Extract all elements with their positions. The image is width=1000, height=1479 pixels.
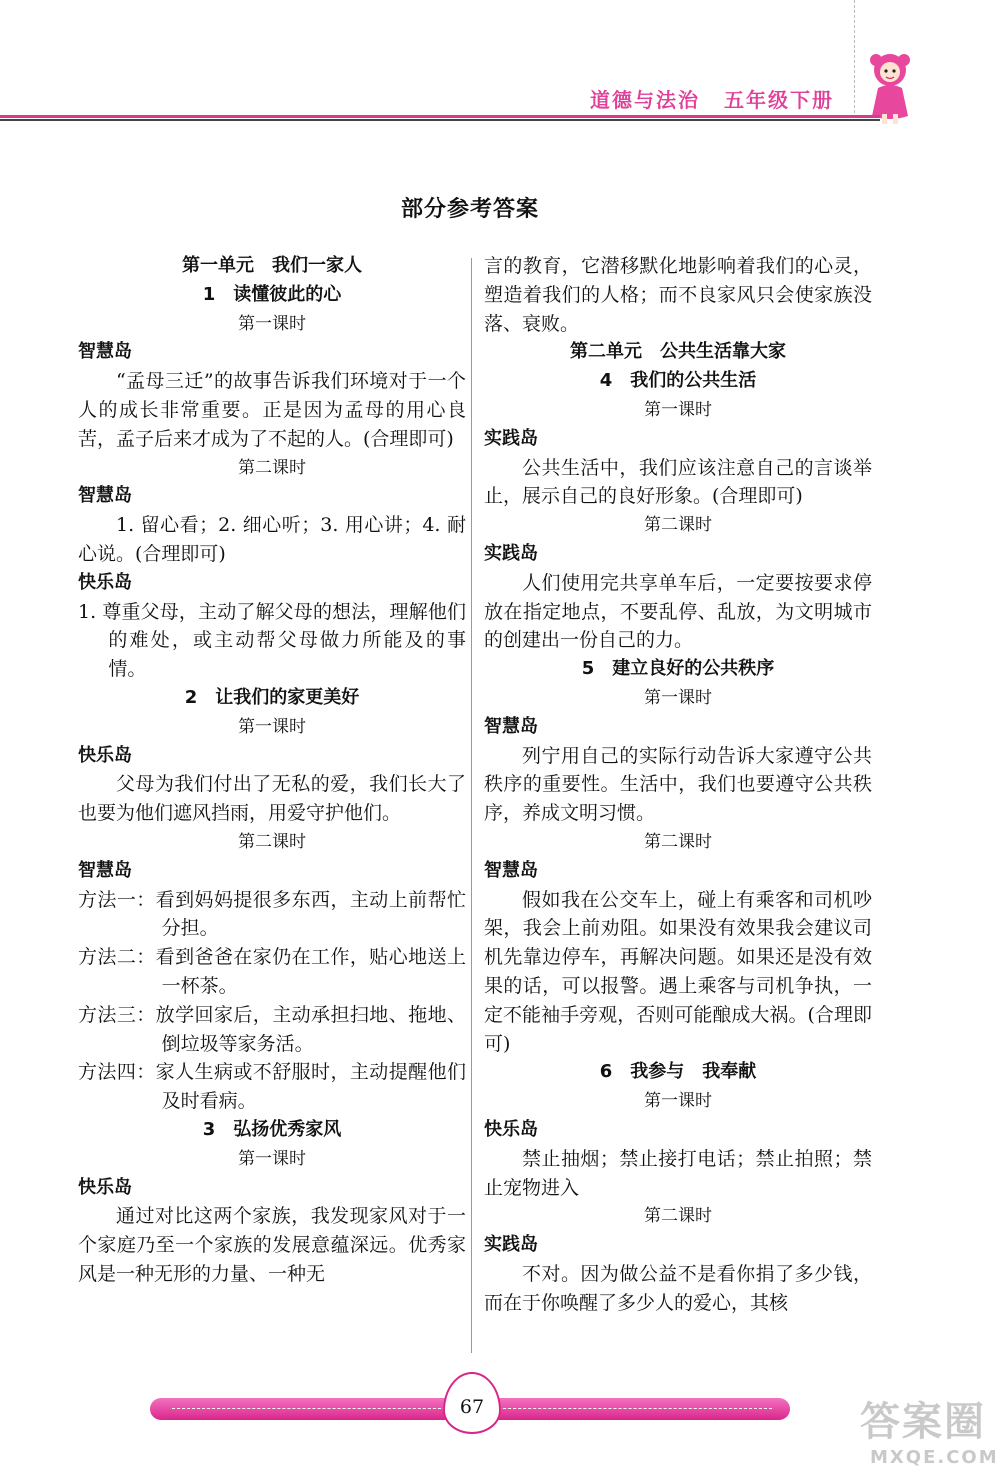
period-heading: 第二课时 — [644, 831, 712, 852]
period-heading: 第一课时 — [644, 399, 712, 420]
answer-text: 不对。因为做公益不是看你捐了多少钱，而在于你唤醒了多少人的爱心，其核 — [484, 1262, 872, 1314]
page-title: 部分参考答案 — [400, 197, 539, 222]
answer-text: 1. 尊重父母，主动了解父母的想法，理解他们的难处，或主动帮父母做力所能及的事情。 — [78, 600, 466, 681]
answer-text: 言的教育，它潜移默化地影响着我们的心灵，塑造着我们的人格；而不良家风只会使家族没落、衰败。 — [484, 255, 872, 335]
section-heading: 快乐岛 — [78, 1176, 132, 1198]
section-heading: 实践岛 — [484, 542, 538, 564]
answer-text: 列宁用自己的实际行动告诉大家遵守公共秩序的重要性。生活中，我们也要遵守公共秩序，养成文明习惯。 — [484, 744, 872, 825]
period-heading: 第一课时 — [644, 687, 712, 708]
section-heading: 智慧岛 — [78, 341, 132, 363]
answer-text: 父母为我们付出了无私的爱，我们长大了也要为他们遮风挡雨，用爱守护他们。 — [78, 773, 466, 825]
header-subject: 道德与法治 — [590, 88, 700, 112]
answer-text: 禁止抽烟；禁止接打电话；禁止拍照；禁止宠物进入 — [484, 1147, 872, 1199]
section-heading: 快乐岛 — [78, 571, 132, 593]
answer-text: 1. 留心看；2. 细心听；3. 用心讲；4. 耐心说。(合理即可) — [78, 514, 466, 565]
period-heading: 第一课时 — [238, 1148, 306, 1169]
right-column — [484, 252, 872, 1317]
period-heading: 第二课时 — [238, 457, 306, 478]
section-heading: 智慧岛 — [484, 859, 538, 881]
header-title — [590, 84, 858, 113]
answer-text: “孟母三迁”的故事告诉我们环境对于一个人的成长非常重要。正是因为孟母的用心良苦，孟子后来才成为了不起的人。(合理即可) — [78, 370, 466, 450]
section-heading: 快乐岛 — [484, 1118, 538, 1140]
method-item: 方法二：看到爸爸在家仍在工作，贴心地送上一杯茶。 — [78, 946, 466, 997]
page-number: 67 — [459, 1396, 485, 1418]
lesson-heading: 6 我参与 我奉献 — [599, 1061, 757, 1083]
section-heading: 智慧岛 — [484, 715, 538, 737]
lesson-heading: 2 让我们的家更美好 — [184, 686, 360, 708]
unit-heading: 第二单元 公共生活靠大家 — [570, 341, 786, 363]
period-heading: 第二课时 — [644, 1206, 712, 1227]
period-heading: 第一课时 — [238, 313, 306, 334]
lesson-heading: 1 读懂彼此的心 — [202, 283, 342, 305]
answer-text: 人们使用完共享单车后，一定要按要求停放在指定地点，不要乱停、乱放，为文明城市的创建出一份自己的力。 — [484, 571, 872, 652]
unit-heading: 第一单元 我们一家人 — [182, 255, 362, 276]
section-heading: 快乐岛 — [78, 744, 132, 766]
section-heading: 智慧岛 — [78, 485, 132, 507]
period-heading: 第二课时 — [644, 515, 712, 536]
method-item: 方法一：看到妈妈提很多东西，主动上前帮忙分担。 — [78, 888, 466, 940]
section-heading: 实践岛 — [484, 427, 538, 449]
period-heading: 第一课时 — [644, 1091, 712, 1112]
lesson-heading: 5 建立良好的公共秩序 — [581, 658, 775, 680]
method-item: 方法三：放学回家后，主动承担扫地、拖地、倒垃圾等家务活。 — [78, 1003, 466, 1055]
period-heading: 第一课时 — [238, 716, 306, 737]
header-grade: 五年级下册 — [724, 88, 834, 112]
period-heading: 第二课时 — [238, 831, 306, 852]
header-rule — [0, 112, 1000, 126]
lesson-heading: 3 弘扬优秀家风 — [202, 1118, 342, 1140]
section-heading: 智慧岛 — [78, 859, 132, 881]
watermark-logo: 答案圈 MXQE.COM — [860, 1399, 999, 1468]
section-heading: 实践岛 — [484, 1234, 538, 1256]
method-item: 方法四：家人生病或不舒服时，主动提醒他们及时看病。 — [78, 1061, 466, 1113]
lesson-heading: 4 我们的公共生活 — [599, 370, 757, 392]
answer-text: 通过对比这两个家族，我发现家风对于一个家庭乃至一个家族的发展意蕴深远。优秀家风是一种无形的力量、一种无 — [78, 1205, 466, 1285]
column-divider — [471, 258, 472, 1353]
answer-text: 公共生活中，我们应该注意自己的言谈举止，展示自己的良好形象。(合理即可) — [484, 456, 872, 508]
left-column — [78, 252, 466, 1289]
answer-text: 假如我在公交车上，碰上有乘客和司机吵架，我会上前劝阻。如果没有效果我会建议司机先靠边停车，再解决问题。如果还是没有效果的话，可以报警。遇上乘客与司机争执，一定不能袖手旁观，否则可能酿成大祸。(合理即可) — [484, 888, 872, 1055]
